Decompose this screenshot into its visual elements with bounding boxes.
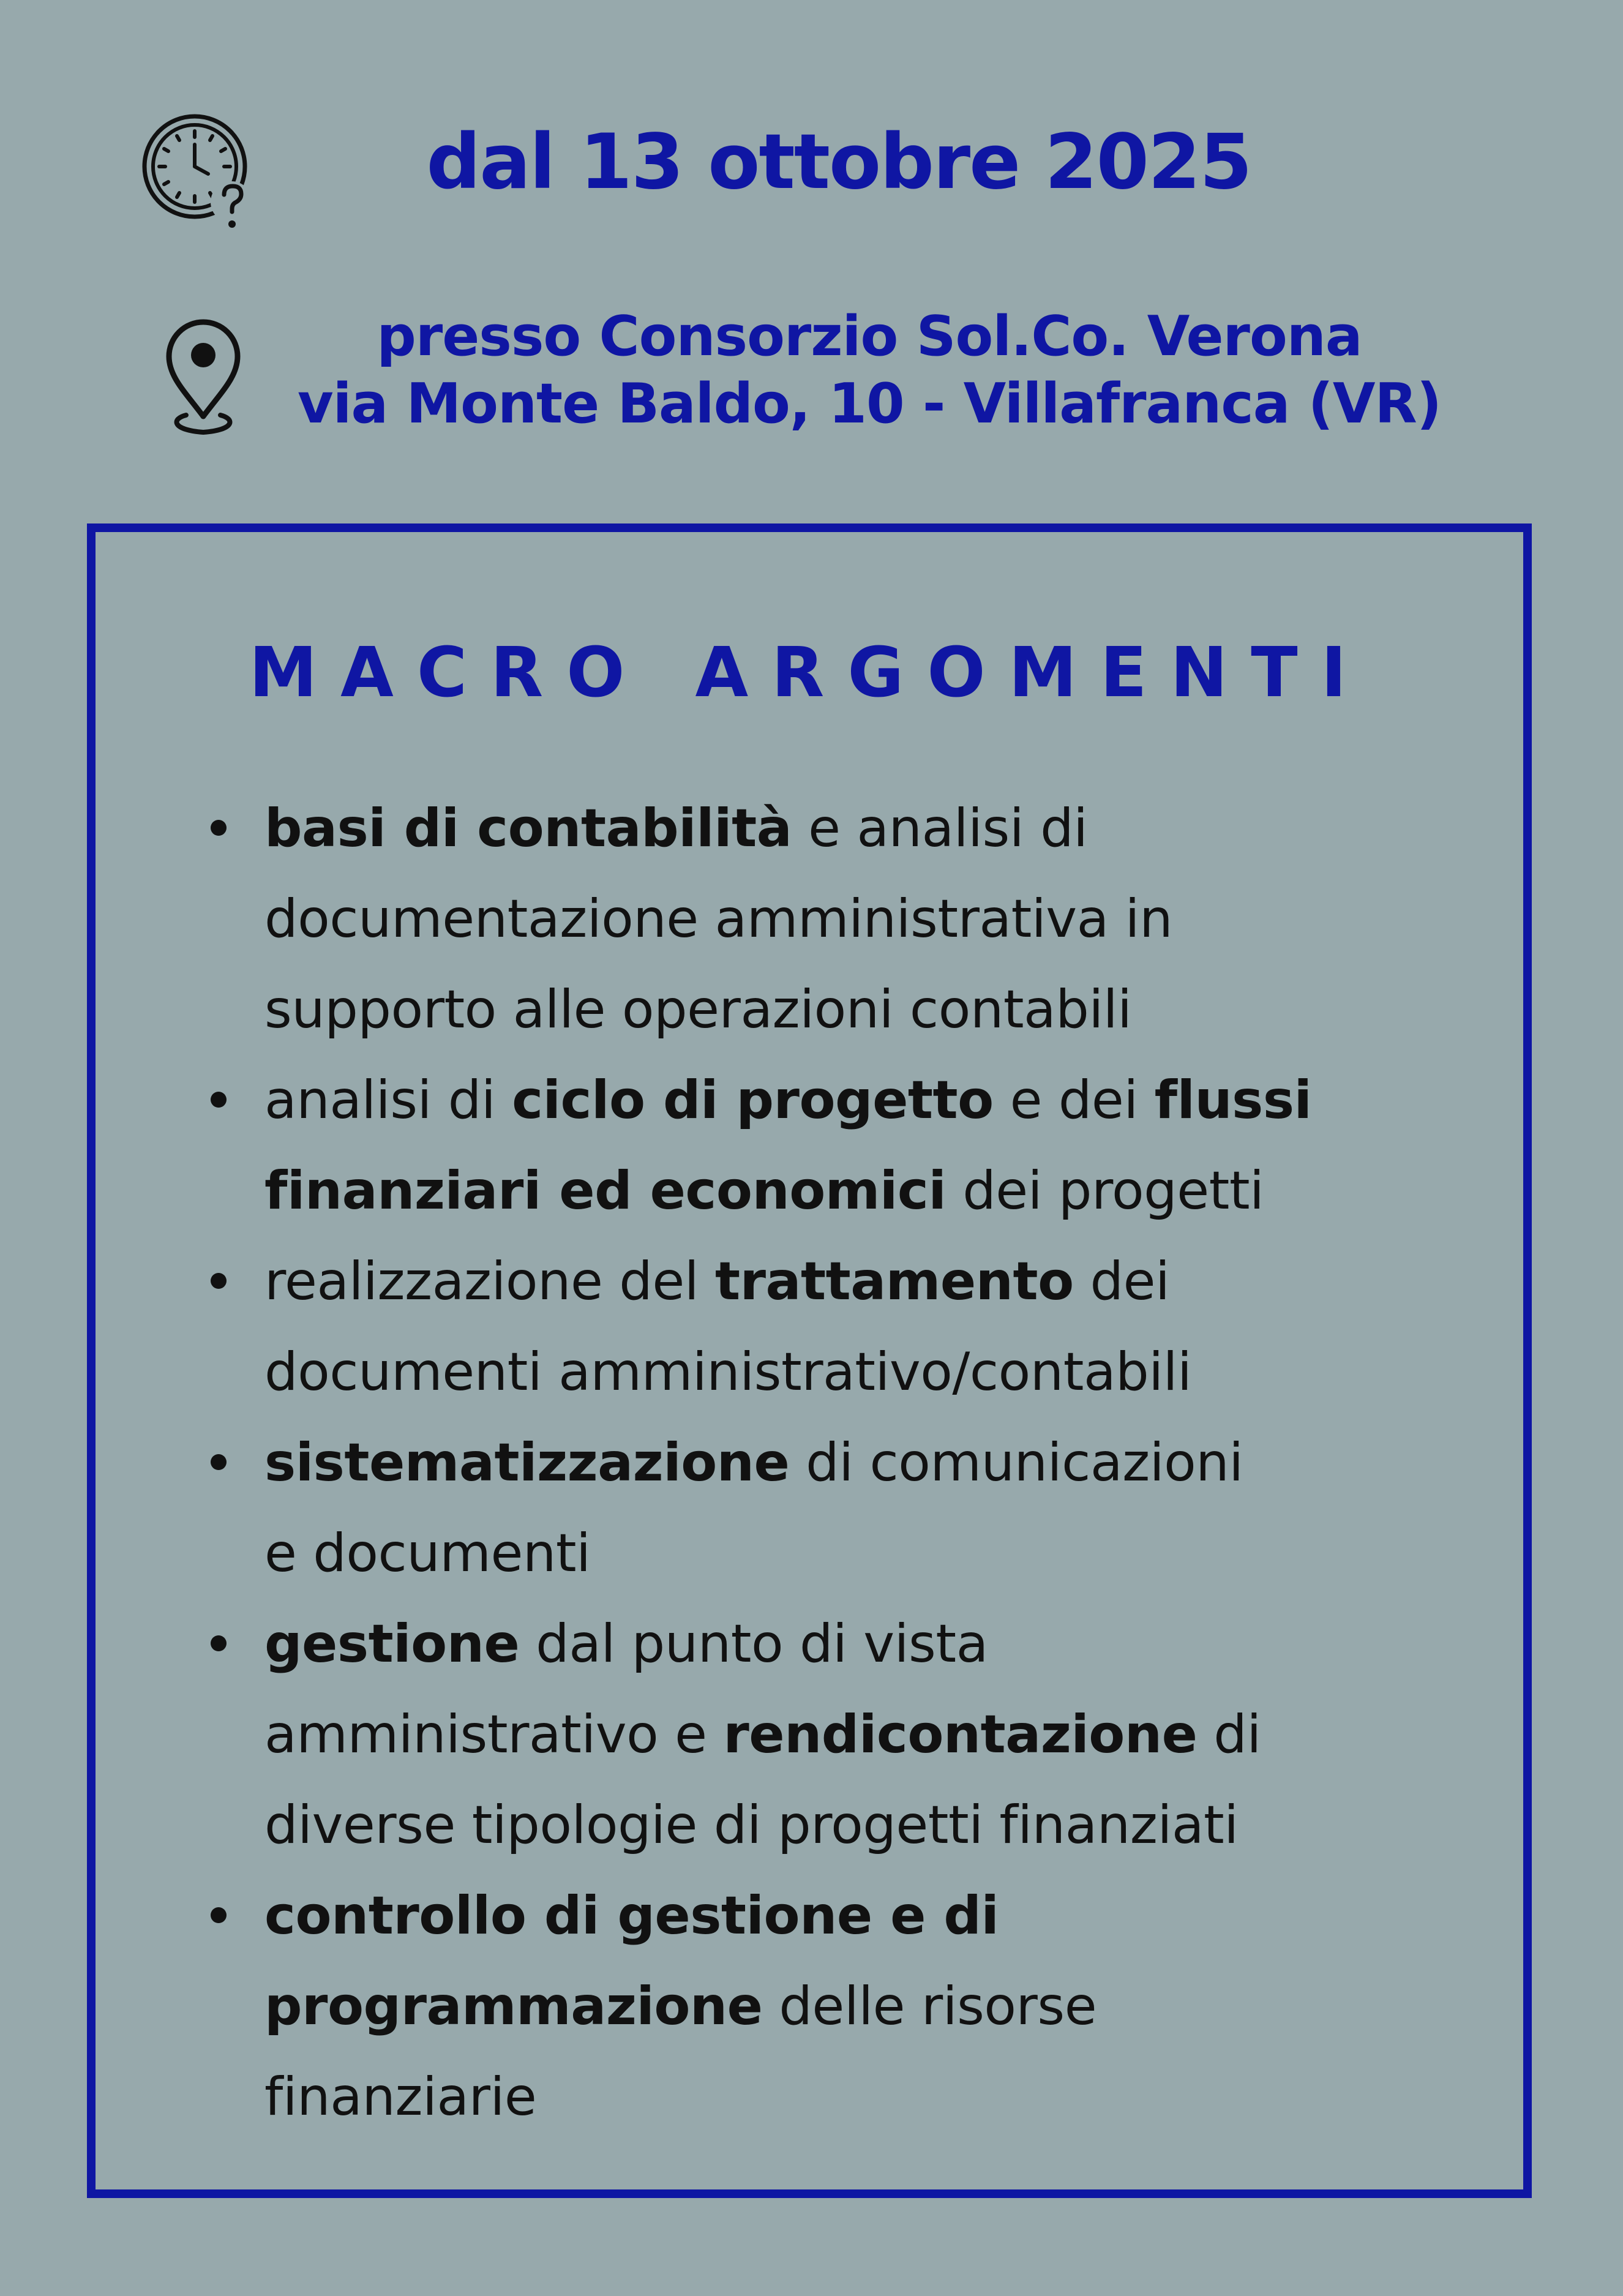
topic-keyword: programmazione [264,1976,763,2037]
topics-list [264,783,1526,2142]
topic-line [264,1327,1526,1417]
topic-text: delle risorse [762,1976,1097,2037]
topic-text: documentazione amministrativa in [264,888,1173,950]
topic-keyword: gestione [264,1613,520,1675]
topic-text: diverse tipologie di progetti finanziati [264,1795,1239,1856]
topic-text: amministrativo e [264,1704,724,1765]
location-pin-icon [160,318,246,441]
topic-item [264,1870,1526,2142]
topic-text: e analisi di [792,798,1088,859]
topics-box [87,523,1532,2198]
clock-question-icon [140,110,262,233]
topic-item [264,1599,1526,1870]
topics-title: MACRO ARGOMENTI [249,633,1370,713]
topic-line [264,874,1526,964]
topic-keyword: trattamento [714,1251,1074,1312]
topic-line [264,1146,1526,1236]
topic-item [264,783,1526,1055]
topic-text: realizzazione del [264,1251,715,1312]
topic-text: analisi di [264,1070,512,1131]
topic-line [264,1870,1526,1961]
topic-item [264,1055,1526,1236]
topic-text: finanziarie [264,2066,537,2128]
topic-text: dei [1073,1251,1170,1312]
topic-line [264,1236,1526,1327]
topic-keyword: ciclo di progetto [512,1070,994,1131]
topic-line [264,964,1526,1055]
topic-text: documenti amministrativo/contabili [264,1341,1192,1403]
topic-keyword: controllo di gestione e di [264,1885,999,1946]
topic-item [264,1417,1526,1599]
topic-text: e dei [993,1070,1155,1131]
topic-keyword: rendicontazione [723,1704,1198,1765]
venue-name: presso Consorzio Sol.Co. Verona [377,304,1362,369]
topic-line [264,1780,1526,1870]
topic-keyword: flussi [1154,1070,1312,1131]
topic-text: dal punto di vista [519,1613,988,1675]
topic-text: supporto alle operazioni contabili [264,979,1132,1040]
topic-text: e documenti [264,1523,591,1584]
topic-keyword: basi di contabilità [264,798,792,859]
topic-line [264,1689,1526,1780]
topic-text: dei progetti [946,1160,1264,1221]
topic-keyword: finanziari ed economici [264,1160,946,1221]
topic-text: di comunicazioni [789,1432,1243,1493]
topic-keyword: sistematizzazione [264,1432,790,1493]
venue-address: via Monte Baldo, 10 - Villafranca (VR) [298,372,1441,436]
topic-line [264,1055,1526,1146]
topic-line [264,1599,1526,1689]
topic-line [264,1417,1526,1508]
topic-line [264,783,1526,874]
event-venue [269,303,1469,438]
topic-text: di [1197,1704,1261,1765]
event-date: dal 13 ottobre 2025 [426,118,1251,206]
topic-line [264,1508,1526,1599]
topic-item [264,1236,1526,1417]
topic-line [264,2052,1526,2142]
topic-line [264,1961,1526,2052]
